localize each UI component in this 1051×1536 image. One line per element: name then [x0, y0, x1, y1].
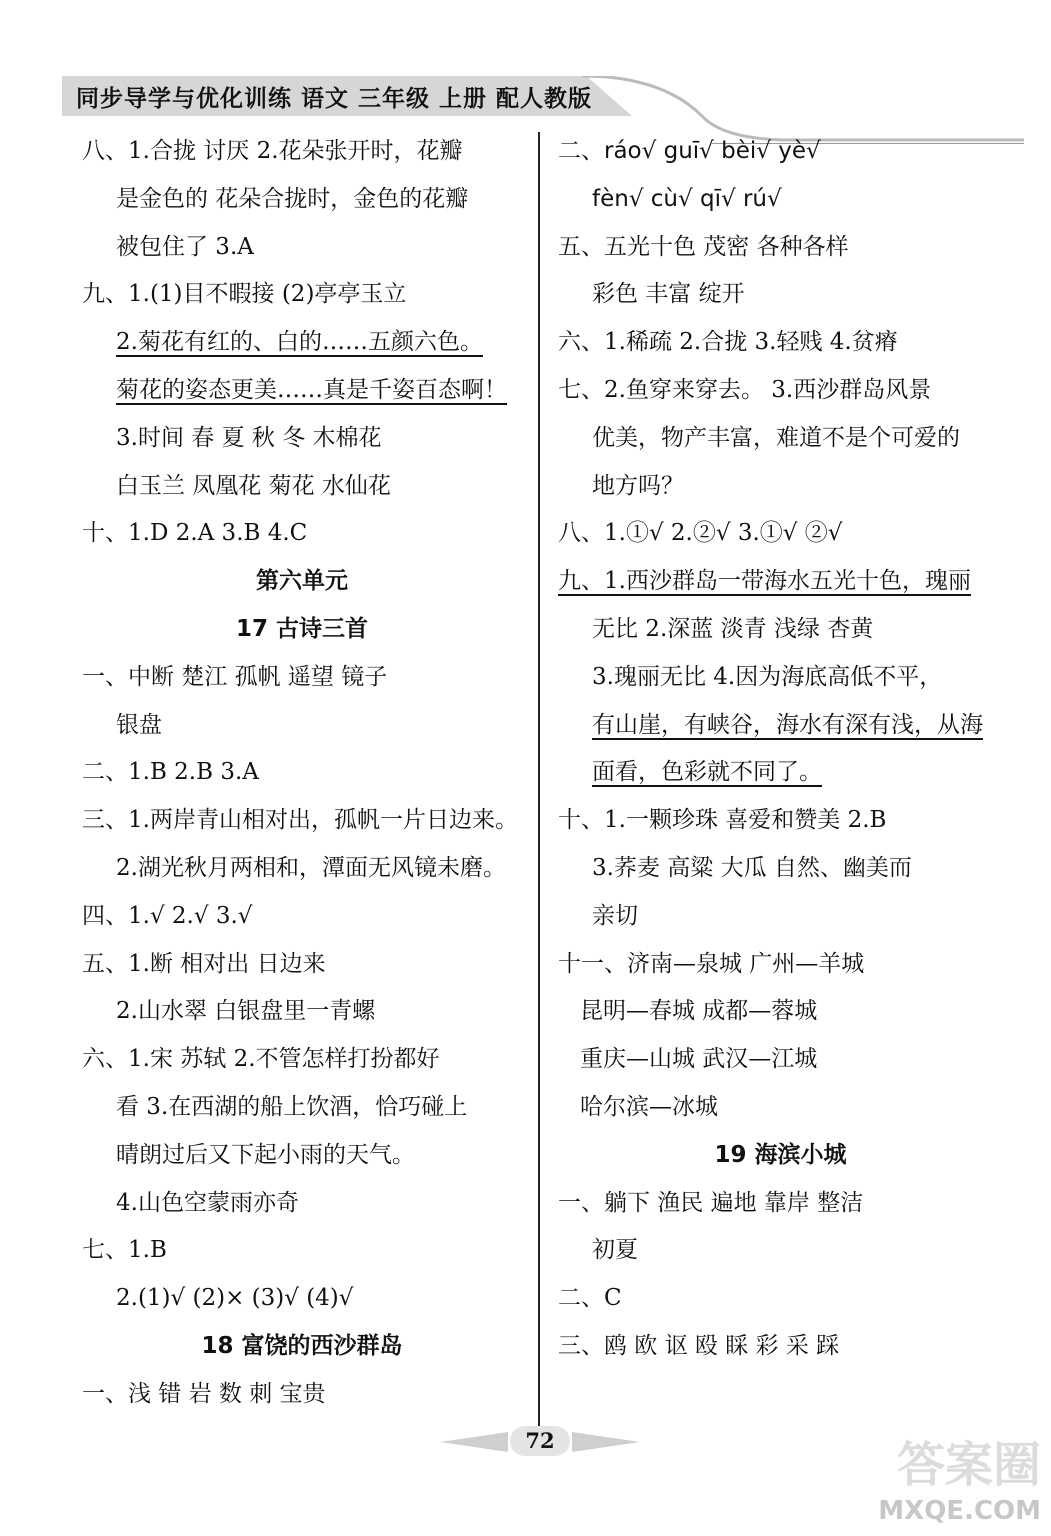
answer-line: 十、1.一颗珍珠 喜爱和赞美 2.B: [558, 807, 887, 834]
section-heading: 18 富饶的西沙群岛: [201, 1332, 403, 1359]
section-heading: 17 古诗三首: [235, 615, 368, 642]
answer-line: 八、1.①√ 2.②√ 3.①√ ②√: [558, 520, 843, 547]
answer-line: 三、1.两岸青山相对出，孤帆一片日边来。: [82, 807, 518, 834]
answer-line: 初夏: [592, 1237, 638, 1264]
left-column: [82, 128, 522, 1419]
answer-line: 一、躺下 渔民 遍地 靠岸 整洁: [558, 1189, 864, 1216]
right-column: [558, 128, 1003, 1371]
watermark-text: MXQE.COM: [878, 1496, 1041, 1526]
answer-line: 三、鸥 欧 讴 殴 睬 彩 采 踩: [558, 1332, 840, 1359]
answer-line: 一、浅 错 岩 数 刺 宝贵: [82, 1380, 326, 1407]
answer-line: 哈尔滨—冰城: [580, 1093, 718, 1120]
answer-line: 一、中断 楚江 孤帆 遥望 镜子: [82, 663, 388, 690]
answer-line: 2.(1)√ (2)× (3)√ (4)√: [116, 1285, 354, 1312]
answer-line: 白玉兰 凤凰花 菊花 水仙花: [116, 472, 391, 499]
answer-line: 四、1.√ 2.√ 3.√: [82, 902, 253, 929]
answer-line: 十、1.D 2.A 3.B 4.C: [82, 520, 308, 547]
answer-line: 九、1.(1)目不暇接 (2)亭亭玉立: [82, 281, 407, 308]
answer-line: 晴朗过后又下起小雨的天气。: [116, 1141, 415, 1168]
answer-line: 地方吗？: [592, 472, 684, 499]
answer-line: 亲切: [592, 902, 638, 929]
answer-line: 二、1.B 2.B 3.A: [82, 759, 259, 786]
answer-line: 彩色 丰富 绽开: [592, 281, 745, 308]
answer-line: 被包住了 3.A: [116, 233, 254, 260]
page-footer: [440, 1422, 640, 1462]
answer-line: 五、1.断 相对出 日边来: [82, 950, 326, 977]
answer-line: 七、1.B: [82, 1237, 167, 1264]
answer-line: 2.湖光秋月两相和，潭面无风镜未磨。: [116, 854, 506, 881]
answer-line: 重庆—山城 武汉—江城: [580, 1046, 818, 1073]
column-divider: [538, 132, 540, 1432]
answer-line: 2.菊花有红的、白的……五颜六色。: [116, 329, 483, 356]
answer-line: fèn√ cù√ qī√ rú√: [592, 185, 782, 212]
answer-line: 昆明—春城 成都—蓉城: [580, 998, 818, 1025]
answer-line: 九、1.西沙群岛一带海水五光十色，瑰丽: [558, 568, 971, 595]
answer-line: 六、1.宋 苏轼 2.不管怎样打扮都好: [82, 1046, 440, 1073]
answer-line: 六、1.稀疏 2.合拢 3.轻贱 4.贫瘠: [558, 329, 898, 356]
answer-line: 八、1.合拢 讨厌 2.花朵张开时，花瓣: [82, 138, 463, 164]
watermark-logo: 答案圈: [896, 1437, 1041, 1493]
watermark: [831, 1426, 1041, 1526]
answer-line: 二、C: [558, 1285, 622, 1312]
answer-line: 2.山水翠 白银盘里一青螺: [116, 998, 376, 1025]
answer-line: 五、五光十色 茂密 各种各样: [558, 233, 849, 260]
answer-line: 3.瑰丽无比 4.因为海底高低不平，: [592, 663, 943, 690]
answer-line: 4.山色空蒙雨亦奇: [116, 1189, 299, 1216]
answer-line: 七、2.鱼穿来穿去。 3.西沙群岛风景: [558, 376, 932, 403]
page-number: 72: [510, 1426, 570, 1456]
section-heading: 19 海滨小城: [714, 1141, 847, 1168]
section-heading: 第六单元: [256, 568, 348, 595]
answer-line: 无比 2.深蓝 淡青 浅绿 杏黄: [592, 615, 874, 642]
answer-line: 3.荞麦 高粱 大瓜 自然、幽美而: [592, 854, 912, 881]
answer-line: 二、ráo√ guī√ bèi√ yè√: [558, 138, 821, 164]
answer-line: 3.时间 春 夏 秋 冬 木棉花: [116, 424, 382, 451]
answer-line: 看 3.在西湖的船上饮酒，恰巧碰上: [116, 1093, 468, 1120]
answer-line: 菊花的姿态更美……真是千姿百态啊！: [116, 376, 507, 403]
answer-line: 银盘: [116, 711, 162, 738]
answer-line: 是金色的 花朵合拢时，金色的花瓣: [116, 185, 469, 212]
answer-line: 有山崖，有峡谷，海水有深有浅，从海: [592, 711, 983, 738]
header-title: 同步导学与优化训练 语文 三年级 上册 配人教版: [76, 86, 593, 112]
answer-line: 优美，物产丰富，难道不是个可爱的: [592, 424, 960, 451]
answer-line: 面看，色彩就不同了。: [592, 759, 822, 786]
answer-line: 十一、济南—泉城 广州—羊城: [558, 950, 865, 977]
